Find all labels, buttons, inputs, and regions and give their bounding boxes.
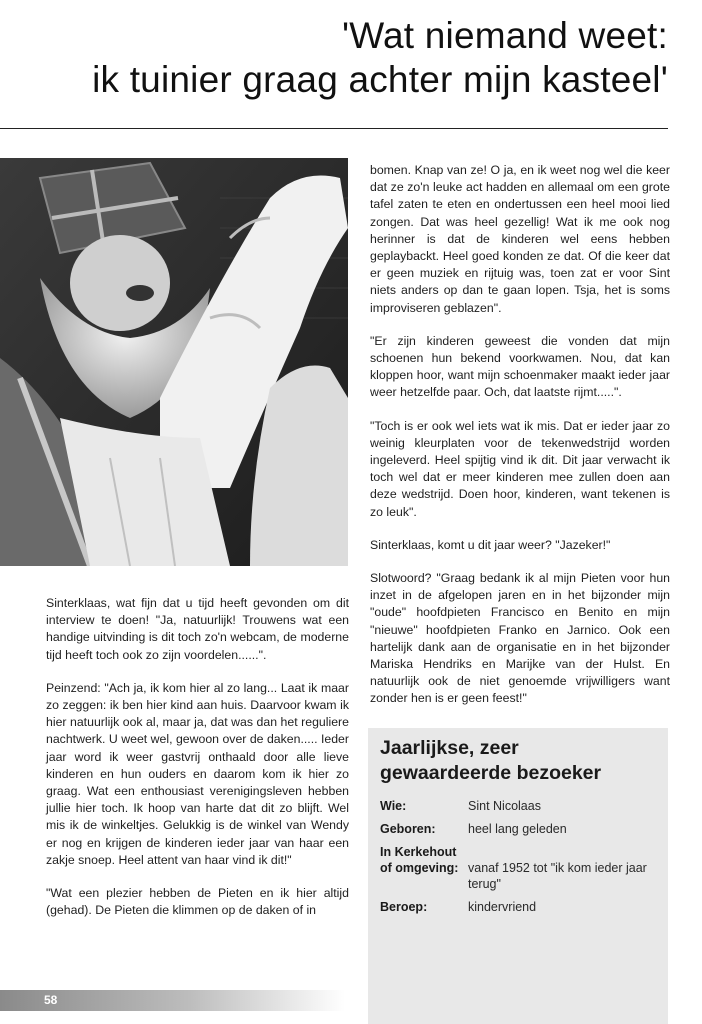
headline-line-1: 'Wat niemand weet: <box>342 15 668 56</box>
sinterklaas-photo <box>0 158 348 566</box>
right-paragraph-5: Slotwoord? "Graag bedank ik al mijn Pieten voor hun inzet in de afgelopen jaren en in het bijzonder mijn "oude" hoofdpieten Francisco en Benito en mijn "nieuwe" hoofdpieten Franko en Jarnico. Ook een hartelijk dank aan de organisatie en in het bijzonder Mariska Hendriks en Marijke van der Hulst. En natuurlijk ook de niet genoemde vrijwilligers want zonder hen is er geen feest!" <box>370 571 670 706</box>
article-headline <box>28 14 668 102</box>
headline-divider <box>0 128 668 129</box>
right-paragraph-1: bomen. Knap van ze! O ja, en ik weet nog wel die keer dat ze zo'n leuke act hadden en allemaal om een grote tafel zaten te eten en ondertussen een heel mooi lied zongen. Dat was heel gezellig! Wat ik me ook nog herinner is dat de kinderen wel eens hebben geplaybackt. Heel goed konden ze dat. Of die keer dat er geen muziek en rijtuig was, toen zat er voor Sint niets anders op dan te gaan lopen. Tsja, het is soms improviseren geblazen". <box>370 163 670 315</box>
info-value: vanaf 1952 tot "ik kom ieder jaar terug" <box>468 861 647 891</box>
info-value: heel lang geleden <box>468 822 567 836</box>
info-row-omgeving <box>380 844 666 892</box>
right-paragraph-2: "Er zijn kinderen geweest die vonden dat mijn schoenen hun bekend voorkwamen. Nou, dat kan kloppen hoor, want mijn schoenmaker maakt ieder jaar weer hetzelfde paar. Och, dat laatste rijmt.....". <box>370 333 670 400</box>
info-label: Wie: <box>380 799 407 813</box>
info-label: Beroep: <box>380 900 428 914</box>
right-paragraph-3: "Toch is er ook wel iets wat ik mis. Dat er ieder jaar zo weinig kleurplaten voor de tekenwedstrijd worden ingeleverd. Heel spijtig vind ik dit. Dit jaar verwacht ik toch wel dat er meer kinderen mee zullen doen aan deze wedstrijd. Doen hoor, kinderen, want tekenen is zo leuk". <box>370 418 670 519</box>
info-label: Geboren: <box>380 822 436 836</box>
info-box-title <box>380 736 660 786</box>
article-left-column <box>46 595 349 935</box>
info-value: Sint Nicolaas <box>468 799 541 813</box>
right-paragraph-4: Sinterklaas, komt u dit jaar weer? "Jazeker!" <box>370 537 611 552</box>
info-row-wie <box>380 798 666 814</box>
left-paragraph-2: Peinzend: "Ach ja, ik kom hier al zo lang... Laat ik maar zo zeggen: ik ben hier kind aan huis. Daarvoor kwam ik hier natuurlijk ook al, maar ja, dat was dan het reguliere nachtwerk. U weet wel, gewoon over de daken..... Ieder jaar word ik weer gastvrij onthaald door alle lieve kinderen en hun ouders en daarom kom ik hier zo graag. Wat een enthousiast verenigingsleven hebben jullie hier toch. Ik hoop van harte dat dit zo blijft. Wel mis ik de winkeltjes. Gelukkig is de winkel van Wendy er nog en krijgen de kinderen ieder jaar van haar een zakje snoep. Heel attent van haar vind ik dit!" <box>46 680 349 867</box>
info-box <box>368 728 668 1024</box>
page-number: 58 <box>44 993 58 1007</box>
article-right-column <box>370 162 670 724</box>
info-label: In Kerkehout of omgeving: <box>380 845 459 875</box>
info-box-table <box>380 798 666 922</box>
info-box-title-line-2: gewaardeerde bezoeker <box>380 762 602 784</box>
headline-line-2: ik tuinier graag achter mijn kasteel' <box>92 59 668 100</box>
info-row-geboren <box>380 821 666 837</box>
info-value: kindervriend <box>468 900 537 914</box>
info-box-title-line-1: Jaarlijkse, zeer <box>380 737 519 759</box>
left-paragraph-3: "Wat een plezier hebben de Pieten en ik hier altijd (gehad). De Pieten die klimmen op de daken of in <box>46 886 349 918</box>
info-row-beroep <box>380 899 666 915</box>
left-paragraph-1: Sinterklaas, wat fijn dat u tijd heeft gevonden om dit interview te doen! "Ja, natuurlijk! Trouwens wat een handige uitvinding is dit toch zo'n webcam, de moderne tijd heeft toch ook zo zijn voordelen......". <box>46 596 349 662</box>
